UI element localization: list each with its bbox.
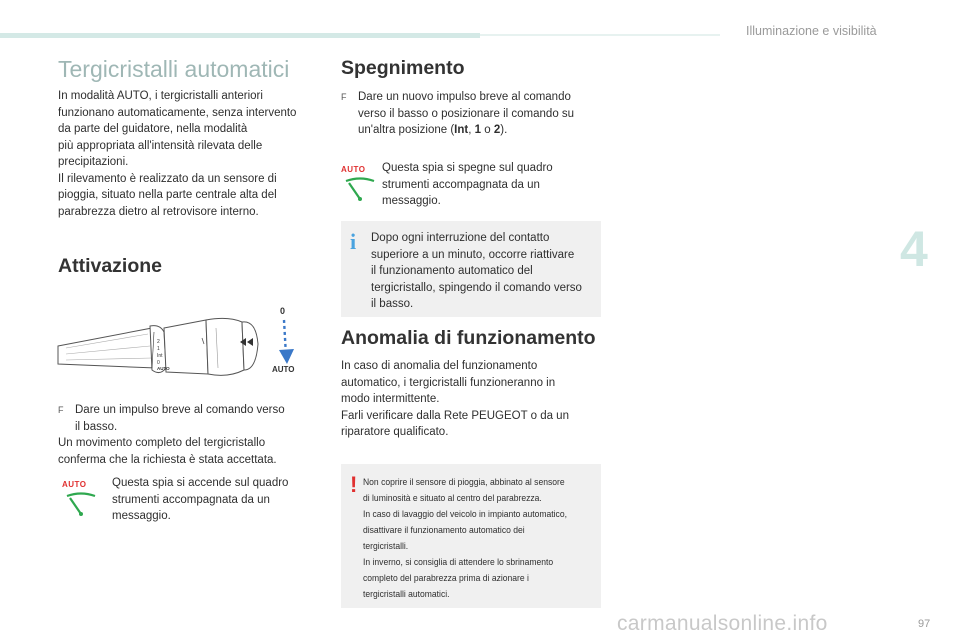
warning-text: Non coprire il sensore di pioggia, abbinato al sensore di luminosità e situato al centro del parabrezza. In caso di lavaggio del veicolo in impianto automatico, disattivare il funzionamento automatico dei tergicristalli. In inverno, si consiglia di attendere lo sbrinamento completo del parabrezza prima di azionare i tergicristalli automatici. bbox=[363, 477, 567, 599]
info-text: Dopo ogni interruzione del contatto superiore a un minuto, occorre riattivare il funzionamento automatico del tergicristallo, spingendo il comando verso il basso. bbox=[371, 232, 582, 310]
wiper-stalk-illustration bbox=[56, 298, 308, 386]
activation-heading: Attivazione bbox=[58, 255, 163, 277]
wiper-icon bbox=[343, 177, 377, 203]
off-bullet-icon: F bbox=[341, 92, 347, 102]
stalk-mark-2: 2 bbox=[157, 339, 160, 345]
footer-watermark: carmanualsonline.info bbox=[617, 612, 828, 635]
illustration-label-0: 0 bbox=[280, 306, 286, 316]
auto-warning-light-on bbox=[62, 480, 102, 520]
off-heading: Spegnimento bbox=[341, 57, 465, 79]
auto-label: AUTO bbox=[62, 480, 87, 489]
activation-step: F Dare un impulso breve al comando verso il basso. bbox=[58, 404, 285, 433]
auto-on-text: Questa spia si accende sul quadro strumenti accompagnata da un messaggio. bbox=[112, 477, 289, 522]
warning-box bbox=[341, 464, 601, 608]
off-step: F Dare un nuovo impulso breve al comando verso il basso o posizionare il comando su un'altra posizione (Int, 1 o 2). bbox=[341, 91, 575, 136]
info-icon: i bbox=[350, 229, 357, 254]
page-number: 97 bbox=[918, 618, 931, 630]
stalk-mark-1: 1 bbox=[157, 346, 160, 352]
auto-off-text: Questa spia si spegne sul quadro strumenti accompagnata da un messaggio. bbox=[382, 162, 553, 207]
chapter-number: 4 bbox=[900, 221, 928, 277]
section-title: Illuminazione e visibilità bbox=[746, 24, 877, 38]
auto-label: AUTO bbox=[341, 165, 366, 174]
page-title: Tergicristalli automatici bbox=[58, 56, 290, 82]
stalk-mark-auto: AUTO bbox=[157, 366, 170, 371]
activation-confirmation: Un movimento completo del tergicristallo conferma che la richiesta è stata accettata. bbox=[58, 437, 277, 466]
wiper-icon bbox=[64, 492, 98, 518]
stalk-mark-0: 0 bbox=[157, 360, 160, 366]
fault-paragraph: In caso di anomalia del funzionamento automatico, i tergicristalli funzioneranno in modo intermittente. Farli verificare dalla Rete PEUGEOT o da un riparatore qualificato. bbox=[341, 360, 569, 438]
info-box bbox=[341, 221, 601, 317]
warning-exclamation-icon: ! bbox=[350, 472, 358, 497]
stalk-mark-int: Int bbox=[157, 353, 163, 359]
fault-heading: Anomalia di funzionamento bbox=[341, 327, 596, 349]
auto-warning-light-off bbox=[341, 165, 381, 205]
illustration-label-auto: AUTO bbox=[272, 365, 295, 374]
header-accent-bar bbox=[0, 33, 480, 38]
intro-paragraph: In modalità AUTO, i tergicristalli anteriori funzionano automaticamente, senza intervento da parte del guidatore, nella modalità più appropriata all'intensità rilevata delle precipitazioni. Il rilevamento è realizzato da un sensore di pioggia, situato nella parte centrale alta del parabrezza dietro al retrovisore interno. bbox=[58, 90, 297, 218]
step-bullet-icon: F bbox=[58, 405, 64, 415]
header-accent-bar-light bbox=[480, 34, 720, 36]
